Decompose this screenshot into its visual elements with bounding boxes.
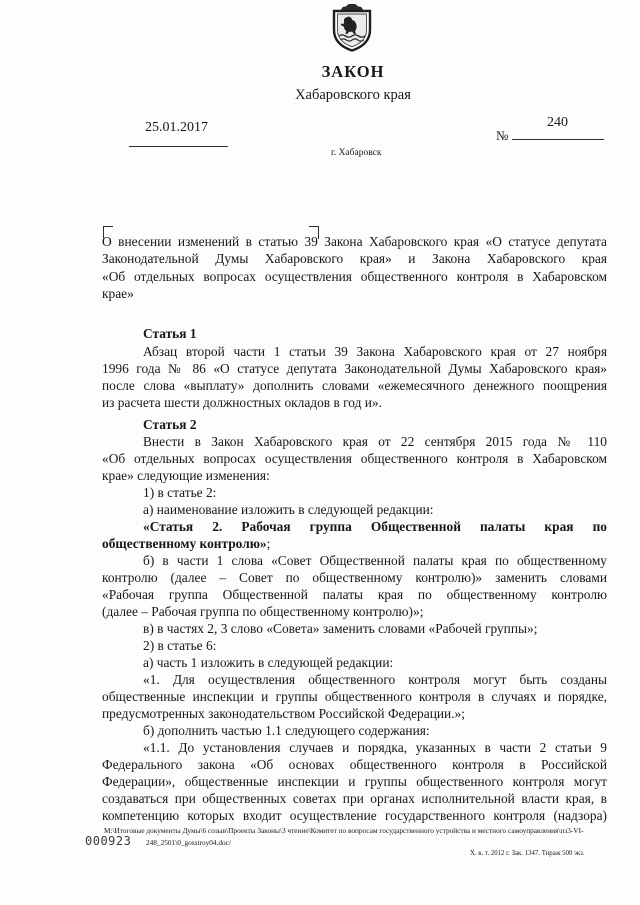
article-2 (102, 416, 607, 824)
article-2-line: общественные инспекции и группы общественного контроля в случаях и порядке, (102, 688, 607, 704)
article-2-line: 2) в статье 6: (143, 637, 217, 653)
article-2-line: «1. Для осуществления общественного контроля могут быть созданы (143, 671, 607, 687)
article-1-line: Абзац второй части 1 статьи 39 Закона Хабаровского края от 27 ноября (143, 343, 607, 359)
heading-line: Законодательной Думы Хабаровского края» и Закона Хабаровского края (102, 251, 607, 266)
article-2-line: б) в части 1 слова «Совет Общественной палаты края по общественному (143, 552, 607, 568)
article-2-line: Федерации», общественные инспекции и группы общественного контроля могут (102, 773, 607, 789)
article-2-line: б) дополнить частью 1.1 следующего содержания: (143, 722, 430, 738)
article-2-line: «Рабочая группа Общественной палаты края по общественному контролю (102, 586, 607, 602)
article-2-line: (далее – Рабочая группа по общественному контролю)»; (102, 603, 424, 619)
article-2-line: крае» следующие изменения: (102, 467, 270, 483)
stamp-number: 000923 (85, 834, 132, 848)
article-2-line: компетенцию которых входит осуществление государственного контроля (надзора) (102, 807, 607, 823)
heading-line: О внесении изменений в статью 39 Закона Хабаровского края «О статусе депутата (102, 233, 607, 249)
article-2-line: а) наименование изложить в следующей редакции: (143, 501, 434, 517)
article-1-line: после слова «выплату» дополнить словами «ежемесячного денежного поощрения (102, 377, 607, 393)
article-2-line: в) в частях 2, 3 слово «Совета» заменить словами «Рабочей группы»; (143, 620, 538, 636)
law-date: 25.01.2017 (145, 120, 208, 135)
article-2-line: 1) в статье 2: (143, 484, 217, 500)
heading-line: «Об отдельных вопросах осуществления общественного контроля в Хабаровском (102, 268, 607, 284)
number-label: № (496, 128, 509, 143)
coat-of-arms-icon (329, 4, 375, 52)
file-path-line-1: M:\Итоговые документы Думы\6 созыв\Проекты Законы\3 чтение\Комитет по вопросам государственного устройства и местного самоуправления\пз3-VI- (104, 826, 584, 835)
article-1 (102, 325, 607, 411)
article-1-line: 1996 года № 86 «О статусе депутата Законодательной Думы Хабаровского края» (102, 360, 607, 376)
article-2-line: создаваться при общественных советах при органах исполнительной власти края, в (102, 790, 607, 806)
city: г. Хабаровск (331, 148, 382, 158)
article-2-line: «Статья 2. Рабочая группа Общественной палаты края по (143, 518, 607, 534)
coat-of-arms (329, 4, 375, 52)
law-number: 240 (547, 115, 568, 130)
article-2-title: Статья 2 (143, 416, 197, 432)
law-subtitle: Хабаровского края (295, 87, 411, 103)
heading-line: крае» (102, 286, 134, 301)
date-underline (129, 146, 228, 147)
article-1-line: из расчета шести должностных окладов в год и». (102, 394, 382, 410)
file-path-line-2: 248_2501\0_gosstroy04.doc/ (146, 838, 231, 847)
article-2-line: «1.1. До установления случаев и порядка, указанных в части 2 статьи 9 (143, 739, 607, 755)
law-title: ЗАКОН (321, 62, 385, 81)
article-2-line: контролю (далее – Совет по общественному контролю)» заменить словами (102, 569, 607, 585)
article-2-line: «Об отдельных вопросах осуществления общественного контроля в Хабаровском (102, 450, 607, 466)
law-heading (102, 233, 607, 303)
number-underline (512, 139, 604, 140)
article-2-line-suffix: ; (266, 535, 271, 551)
article-2-line-bold-part: общественному контролю» (102, 535, 267, 551)
article-2-line: а) часть 1 изложить в следующей редакции: (143, 654, 394, 670)
article-1-title: Статья 1 (143, 325, 197, 341)
article-2-line: Федерального закона «Об основах общественного контроля в Российской (102, 756, 607, 772)
print-info: Х. к. т. 2012 г. Зак. 1347. Тираж 500 экз. (470, 850, 585, 857)
article-2-line: Внести в Закон Хабаровского края от 22 сентября 2015 года № 110 (143, 433, 607, 449)
article-2-line (102, 535, 607, 552)
article-2-line: предусмотренных законодательством Российской Федерации.»; (102, 705, 465, 721)
